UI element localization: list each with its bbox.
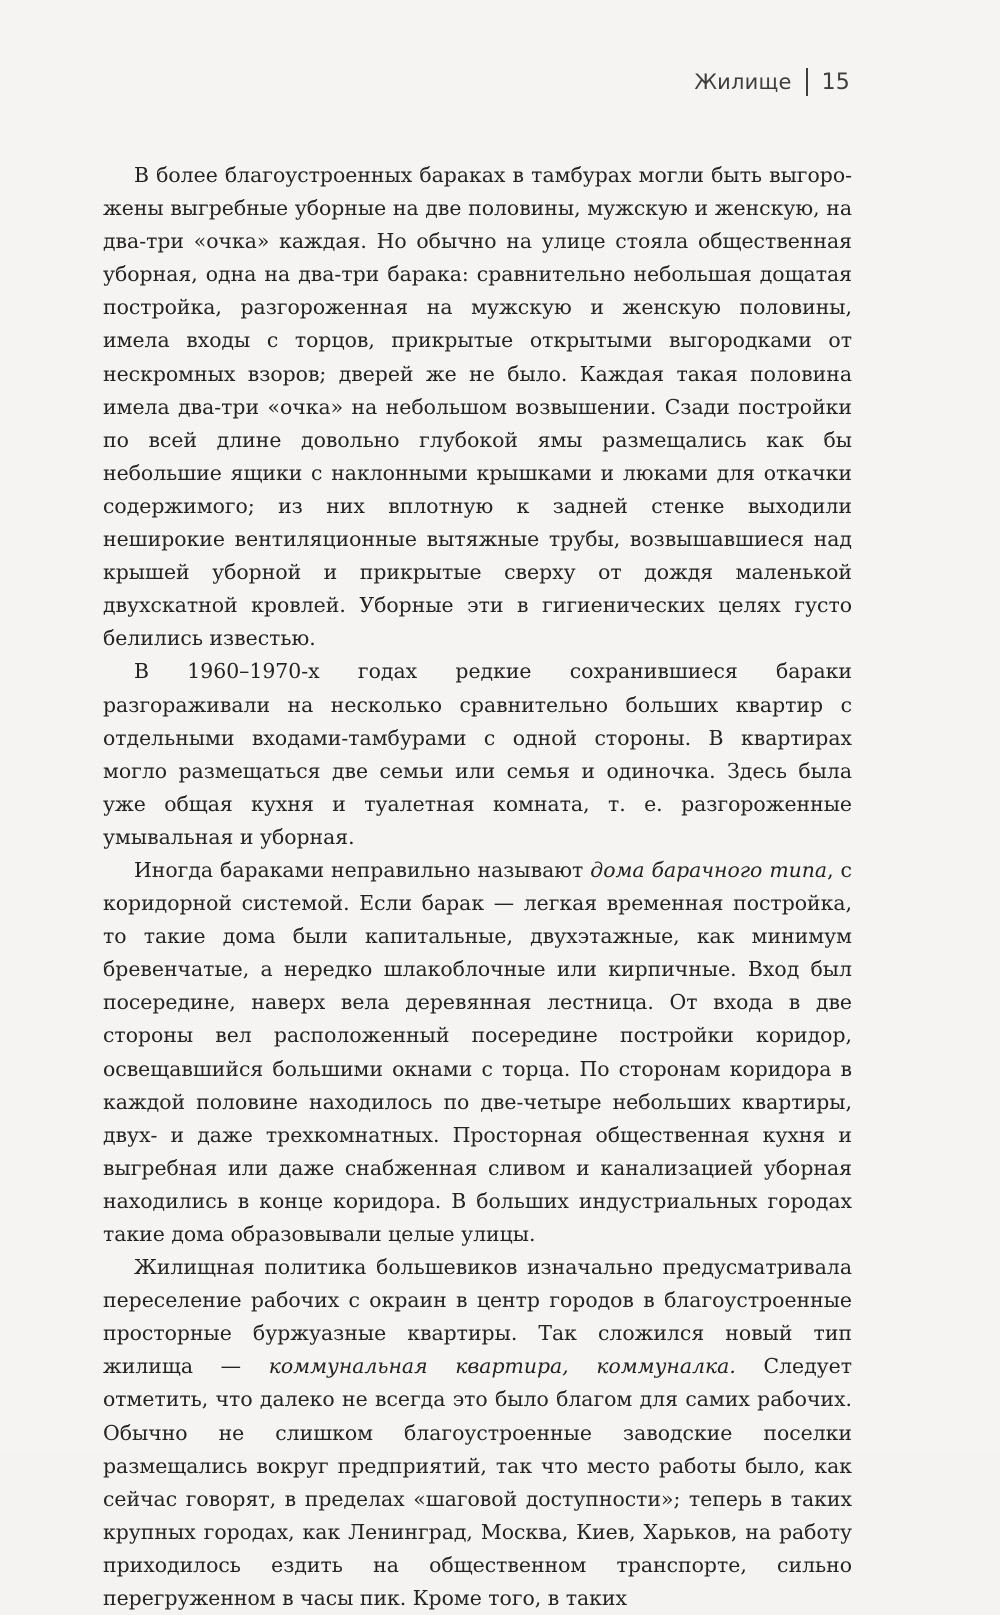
header-divider <box>806 68 808 96</box>
text-run: Иногда бараками неправильно называют <box>134 857 591 882</box>
text-run: , с коридорной системой. Если барак — легкая временная постройка, то такие дома были капитальные, двухэтажные, как минимум бревенчатые, а нередко шлакоблочные или кирпичные. Вход был посередине, наверх вела деревянная лестница. От входа в две стороны вел расположенный посередине постройки коридор, освещавшийся большими окнами с торца. По сторонам коридора в каждой половине находилось по две-четыре небольших квартиры, двух- и даже трехкомнатных. Просторная общественная кухня и выгребная или даже снабженная сливом и канализацией уборная находились в конце коридора. В больших индустриальных городах такие дома образовывали целые улицы. <box>103 857 852 1246</box>
italic-term: дома барачного типа <box>590 857 828 882</box>
text-run: Следует отметить, что далеко не всегда это было благом для самих рабочих. Обычно не слишком благоустроенные заводские поселки размещались вокруг предприятий, так что место работы было, как сейчас говорят, в пределах «шаговой доступности»; теперь в таких крупных городах, как Ленинград, Москва, Киев, Харьков, на работу приходилось ездить на общественном транспорте, сильно перегруженном в часы пик. Кроме того, в таких <box>103 1354 852 1611</box>
text-run: В более благоустроенных бараках в тамбурах могли быть выгорожены выгребные уборные на две половины, мужскую и женскую, на два-три «очка» каждая. Но обычно на улице стояла общественная уборная, одна на два-три барака: сравнительно небольшая дощатая постройка, разгороженная на мужскую и женскую половины, имела входы с торцов, прикрытые открытыми выгородками от нескромных взоров; дверей же не было. Каждая такая половина имела два-три «очка» на небольшом возвышении. Сзади постройки по всей длине довольно глубокой ямы размещались как бы небольшие ящики с наклонными крышками и люками для откачки содержимого; из них вплотную к задней стенке выходили неширокие вентиляционные вытяжные трубы, возвышавшиеся над крышей уборной и прикрытые сверху от дождя маленькой двухскатной кровлей. Уборные эти в гигиенических целях густо белились известью. <box>103 163 852 651</box>
paragraph <box>103 1251 852 1615</box>
text-run: Жилищная политика большевиков изначально предусматривала переселение рабочих с окраин в центр городов в благоустроенные просторные буржуазные квартиры. Так сложился новый тип жилища — <box>103 1255 852 1379</box>
paragraph <box>103 854 852 1251</box>
paragraph <box>103 655 852 854</box>
paragraph <box>103 159 852 655</box>
body-text <box>103 159 852 1615</box>
italic-term: коммунальная квартира, коммуналка. <box>268 1354 736 1379</box>
running-header <box>694 68 850 96</box>
text-run: В 1960–1970-х годах редкие сохранившиеся бараки разгораживали на несколько сравнительно больших квартир с отдельными входами-тамбурами с одной стороны. В квартирах могло размещаться две семьи или семья и одиночка. Здесь была уже общая кухня и туалетная комната, т. е. разгороженные умывальная и уборная. <box>103 659 852 849</box>
page-number: 15 <box>821 69 850 95</box>
section-title: Жилище <box>694 70 792 94</box>
